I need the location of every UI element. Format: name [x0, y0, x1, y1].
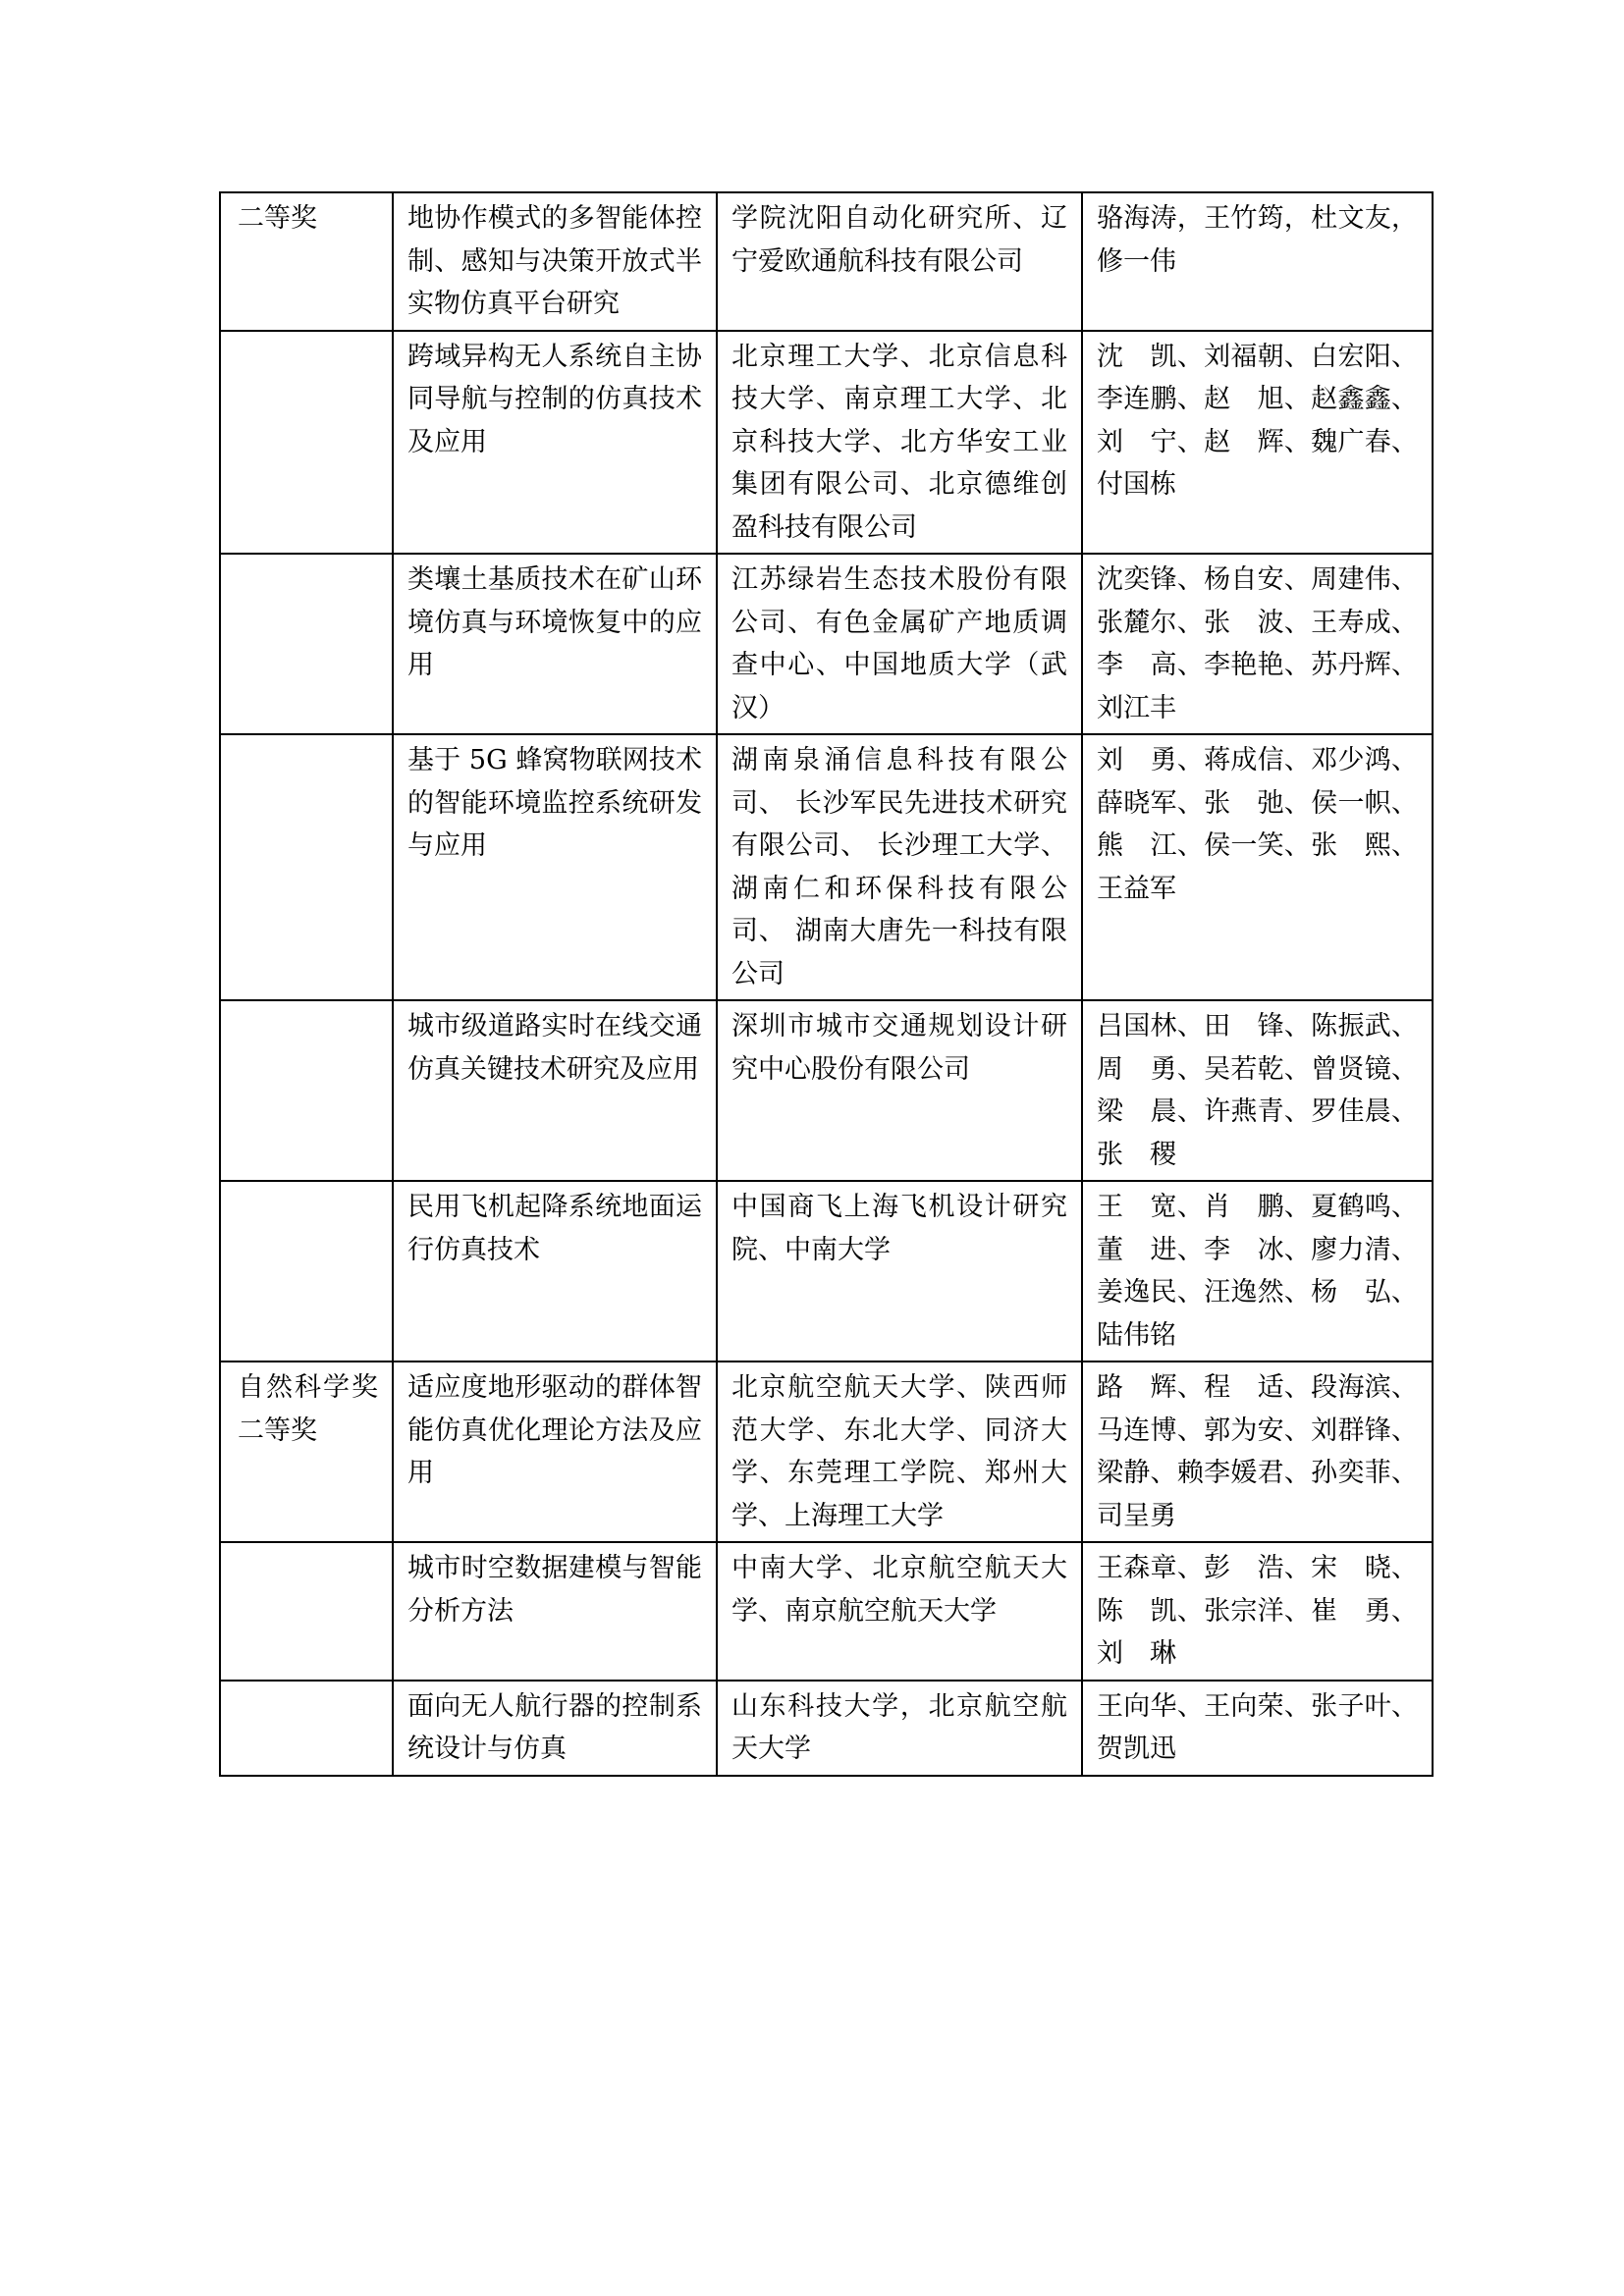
award-cell — [220, 734, 393, 1000]
table-row — [220, 1542, 1433, 1681]
project-cell: 面向无人航行器的控制系统设计与仿真 — [393, 1681, 717, 1776]
table-row — [220, 1362, 1433, 1542]
project-cell: 地协作模式的多智能体控制、感知与决策开放式半实物仿真平台研究 — [393, 192, 717, 331]
table-row — [220, 554, 1433, 734]
award-cell — [220, 1181, 393, 1362]
project-cell: 类壤土基质技术在矿山环境仿真与环境恢复中的应用 — [393, 554, 717, 734]
award-cell: 自然科学奖二等奖 — [220, 1362, 393, 1542]
units-cell: 深圳市城市交通规划设计研究中心股份有限公司 — [717, 1000, 1082, 1181]
units-cell: 北京航空航天大学、陕西师范大学、东北大学、同济大学、东莞理工学院、郑州大学、上海理工大学 — [717, 1362, 1082, 1542]
people-cell: 沈奕锋、杨自安、周建伟、张麓尔、张 波、王寿成、李 高、李艳艳、苏丹辉、刘江丰 — [1082, 554, 1433, 734]
people-cell: 王向华、王向荣、张子叶、贺凯迅 — [1082, 1681, 1433, 1776]
award-cell: 二等奖 — [220, 192, 393, 331]
award-cell — [220, 554, 393, 734]
units-cell: 湖南泉涌信息科技有限公司、 长沙军民先进技术研究有限公司、 长沙理工大学、 湖南仁和环保科技有限公司、 湖南大唐先一科技有限公司 — [717, 734, 1082, 1000]
table-row — [220, 1181, 1433, 1362]
table-row — [220, 734, 1433, 1000]
table-row — [220, 331, 1433, 555]
table-row — [220, 1681, 1433, 1776]
project-cell: 城市级道路实时在线交通仿真关键技术研究及应用 — [393, 1000, 717, 1181]
people-cell: 沈 凯、刘福朝、白宏阳、李连鹏、赵 旭、赵鑫鑫、刘 宁、赵 辉、魏广春、付国栋 — [1082, 331, 1433, 555]
units-cell: 山东科技大学，北京航空航天大学 — [717, 1681, 1082, 1776]
units-cell: 北京理工大学、北京信息科技大学、南京理工大学、北京科技大学、北方华安工业集团有限公司、北京德维创盈科技有限公司 — [717, 331, 1082, 555]
table-row — [220, 1000, 1433, 1181]
people-cell: 王 宽、肖 鹏、夏鹤鸣、董 进、李 冰、廖力清、姜逸民、汪逸然、杨 弘、陆伟铭 — [1082, 1181, 1433, 1362]
project-cell: 城市时空数据建模与智能分析方法 — [393, 1542, 717, 1681]
units-cell: 学院沈阳自动化研究所、辽宁爱欧通航科技有限公司 — [717, 192, 1082, 331]
table-row — [220, 192, 1433, 331]
people-cell: 骆海涛，王竹筠，杜文友，修一伟 — [1082, 192, 1433, 331]
award-cell — [220, 1542, 393, 1681]
units-cell: 江苏绿岩生态技术股份有限公司、有色金属矿产地质调查中心、中国地质大学（武汉） — [717, 554, 1082, 734]
project-cell: 跨域异构无人系统自主协同导航与控制的仿真技术及应用 — [393, 331, 717, 555]
award-table — [219, 191, 1434, 1777]
award-cell — [220, 1681, 393, 1776]
people-cell: 路 辉、程 适、段海滨、马连博、郭为安、刘群锋、梁静、赖李媛君、孙奕菲、司呈勇 — [1082, 1362, 1433, 1542]
project-cell: 基于 5G 蜂窝物联网技术的智能环境监控系统研发与应用 — [393, 734, 717, 1000]
people-cell: 吕国林、田 锋、陈振武、周 勇、吴若乾、曾贤镜、梁 晨、许燕青、罗佳晨、张 稷 — [1082, 1000, 1433, 1181]
project-cell: 民用飞机起降系统地面运行仿真技术 — [393, 1181, 717, 1362]
people-cell: 王森章、彭 浩、宋 晓、陈 凯、张宗洋、崔 勇、刘 琳 — [1082, 1542, 1433, 1681]
award-cell — [220, 331, 393, 555]
units-cell: 中南大学、北京航空航天大学、南京航空航天大学 — [717, 1542, 1082, 1681]
people-cell: 刘 勇、蒋成信、邓少鸿、薛晓军、张 弛、侯一帜、熊 江、侯一笑、张 熙、王益军 — [1082, 734, 1433, 1000]
units-cell: 中国商飞上海飞机设计研究院、中南大学 — [717, 1181, 1082, 1362]
project-cell: 适应度地形驱动的群体智能仿真优化理论方法及应用 — [393, 1362, 717, 1542]
award-cell — [220, 1000, 393, 1181]
